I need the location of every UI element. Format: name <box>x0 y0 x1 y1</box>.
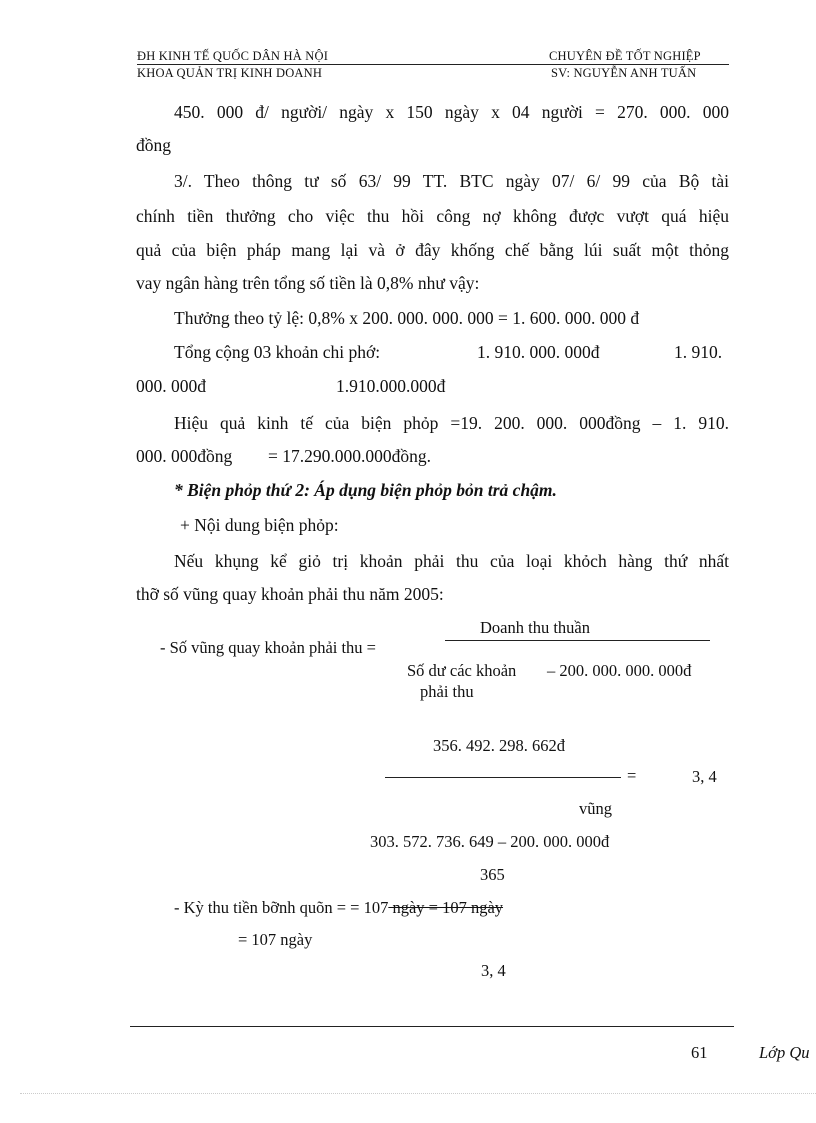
total-line2-a: 000. 000đ <box>136 376 206 396</box>
section-heading: * Biện phỏp thứ 2: Áp dụng biện phỏp bỏn trả chậm. <box>174 480 557 500</box>
formula-fraction-line <box>445 640 710 641</box>
para-2-line-2: chính tiền thưởng cho việc thu hồi công nợ không được vượt quá hiệu <box>136 206 729 226</box>
formula-num2: 356. 492. 298. 662đ <box>433 736 565 755</box>
efficiency-line-2b: = 17.290.000.000đồng. <box>268 446 431 466</box>
header-left-line1: ĐH KINH TẾ QUỐC DÂN HÀ NỘI <box>137 49 329 63</box>
para-2-line-4: vay ngân hàng trên tổng số tiền là 0,8% như vậy: <box>136 273 480 293</box>
page-edge-dotted <box>20 1093 816 1094</box>
formula-result: 3, 4 <box>692 767 717 786</box>
collection-line <box>174 900 503 917</box>
page-number: 61 <box>691 1043 708 1062</box>
body-line-1: 450. 000 đ/ người/ ngày x 150 ngày x 04 người = 270. 000. 000 <box>174 102 729 122</box>
formula-turnover-label: - Số vũng quay khoản phải thu = <box>160 638 376 657</box>
efficiency-line-2a: 000. 000đồng <box>136 446 233 466</box>
body-line-1b: đồng <box>136 135 171 155</box>
formula-den2: 303. 572. 736. 649 – 200. 000. 000đ <box>370 832 610 851</box>
collection-divisor: 3, 4 <box>481 961 506 980</box>
para-3-line-1: Nếu khụng kể giỏ trị khoản phải thu của loại khỏch hàng thứ nhất <box>174 551 729 571</box>
total-value-1: 1. 910. 000. 000đ <box>477 342 600 362</box>
collection-label: - Kỳ thu tiền bỡnh quõn = = 107 <box>174 898 389 917</box>
class-label: Lớp Qu <box>759 1043 810 1062</box>
formula-denominator-a2: phải thu <box>420 682 474 701</box>
content-label: + Nội dung biện phỏp: <box>180 515 339 535</box>
header-right-line2: SV: NGUYỄN ANH TUẤN <box>551 66 697 80</box>
formula-365: 365 <box>480 865 505 884</box>
formula-numerator: Doanh thu thuần <box>480 618 590 637</box>
footer-rule <box>130 1026 734 1027</box>
header-rule <box>137 64 729 65</box>
reward-line: Thưởng theo tỷ lệ: 0,8% x 200. 000. 000. 000 = 1. 600. 000. 000 đ <box>174 308 640 328</box>
para-3-line-2: thỡ số vũng quay khoản phải thu năm 2005: <box>136 584 444 604</box>
header-right-line1: CHUYÊN ĐỀ TỐT NGHIỆP <box>549 49 701 63</box>
total-label: Tổng cộng 03 khoản chi phớ: <box>174 342 381 362</box>
efficiency-line-1: Hiệu quả kinh tế của biện phỏp =19. 200. 000. 000đồng – 1. 910. <box>174 413 729 433</box>
formula-equals: = <box>627 766 637 785</box>
total-value-2: 1. 910. <box>674 342 723 362</box>
formula-fraction-line-2 <box>385 777 621 778</box>
formula-unit: vũng <box>579 799 612 818</box>
collection-result: = 107 ngày <box>238 930 313 949</box>
formula-denominator-a: Số dư các khoản <box>407 661 517 680</box>
collection-strike: ngày = 107 ngày <box>388 898 504 917</box>
para-2-line-3: quả của biện pháp mang lại và ở đây khống chế bằng lúi suất một thỏng <box>136 240 729 260</box>
total-line2-b: 1.910.000.000đ <box>336 376 446 396</box>
header-left-line2: KHOA QUẢN TRỊ KINH DOANH <box>137 66 323 80</box>
para-2-line-1: 3/. Theo thông tư số 63/ 99 TT. BTC ngày 07/ 6/ 99 của Bộ tài <box>174 171 729 191</box>
formula-denominator-b: – 200. 000. 000. 000đ <box>547 661 692 680</box>
